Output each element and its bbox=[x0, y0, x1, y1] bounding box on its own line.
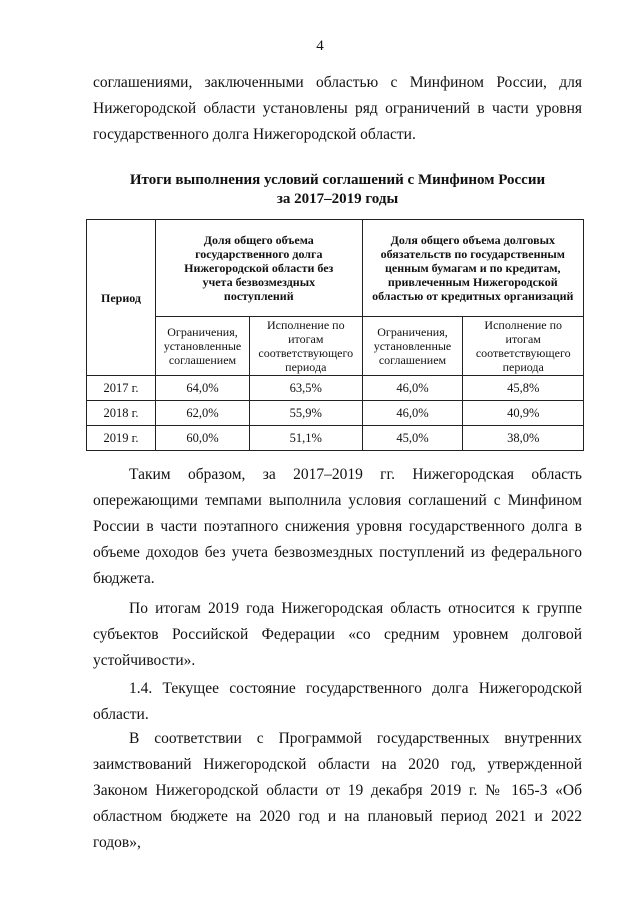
row-g2-exec: 40,9% bbox=[463, 401, 584, 426]
group1-limit-header: Ограничения, установленные соглашением bbox=[156, 317, 250, 376]
period-header: Период bbox=[87, 220, 156, 376]
table-row bbox=[87, 376, 584, 401]
row-g1-limit: 60,0% bbox=[156, 426, 250, 451]
table-row bbox=[87, 426, 584, 451]
table-row bbox=[87, 401, 584, 426]
paragraph-summary: Таким образом, за 2017–2019 гг. Нижегородская область опережающими темпами выполнила условия соглашений с Минфином России в части поэтапного снижения уровня государственного долга в объеме доходов без учета безвозмездных поступлений из федерального бюджета. bbox=[93, 466, 582, 587]
paragraph-borrowing-program: В соответствии с Программой государственных внутренних заимствований Нижегородской области на 2020 год, утвержденной Законом Нижегородской области от 19 декабря 2019 г. № 165-З «Об областном бюджете на 2020 год и на плановый период 2021 и 2022 годов», bbox=[93, 730, 582, 851]
table-title-line-2: за 2017–2019 годы bbox=[276, 191, 399, 207]
group1-exec-header: Исполнение по итогам соответствующего периода bbox=[250, 317, 363, 376]
row-g1-exec: 55,9% bbox=[250, 401, 363, 426]
row-period: 2018 г. bbox=[87, 401, 156, 426]
group1-header: Доля общего объема государственного долга Нижегородской области без учета безвозмездных поступлений bbox=[156, 220, 363, 317]
group2-header: Доля общего объема долговых обязательств по государственным ценным бумагам и по кредитам, привлеченным Нижегородской областью от кредитных организаций bbox=[362, 220, 583, 317]
table-header-row bbox=[87, 220, 584, 317]
group2-exec-header: Исполнение по итогам соответствующего периода bbox=[463, 317, 584, 376]
row-g2-exec: 45,8% bbox=[463, 376, 584, 401]
row-period: 2019 г. bbox=[87, 426, 156, 451]
table-title bbox=[93, 171, 582, 209]
row-g1-limit: 64,0% bbox=[156, 376, 250, 401]
row-g2-exec: 38,0% bbox=[463, 426, 584, 451]
row-period: 2017 г. bbox=[87, 376, 156, 401]
table-title-line-1: Итоги выполнения условий соглашений с Минфином России bbox=[129, 172, 546, 188]
row-g2-limit: 46,0% bbox=[362, 401, 463, 426]
section-heading: 1.4. Текущее состояние государственного долга Нижегородской области. bbox=[93, 680, 582, 723]
intro-paragraph: соглашениями, заключенными областью с Минфином России, для Нижегородской области установлены ряд ограничений в части уровня государственного долга Нижегородской области. bbox=[93, 74, 582, 143]
row-g1-exec: 63,5% bbox=[250, 376, 363, 401]
row-g2-limit: 46,0% bbox=[362, 376, 463, 401]
row-g2-limit: 45,0% bbox=[362, 426, 463, 451]
page-number: 4 bbox=[316, 38, 324, 54]
row-g1-limit: 62,0% bbox=[156, 401, 250, 426]
group2-limit-header: Ограничения, установленные соглашением bbox=[362, 317, 463, 376]
row-g1-exec: 51,1% bbox=[250, 426, 363, 451]
paragraph-stability-group: По итогам 2019 года Нижегородская область относится к группе субъектов Российской Федерации «со средним уровнем долговой устойчивости». bbox=[93, 600, 582, 669]
results-table bbox=[86, 219, 584, 451]
table-subheader-row bbox=[87, 317, 584, 376]
